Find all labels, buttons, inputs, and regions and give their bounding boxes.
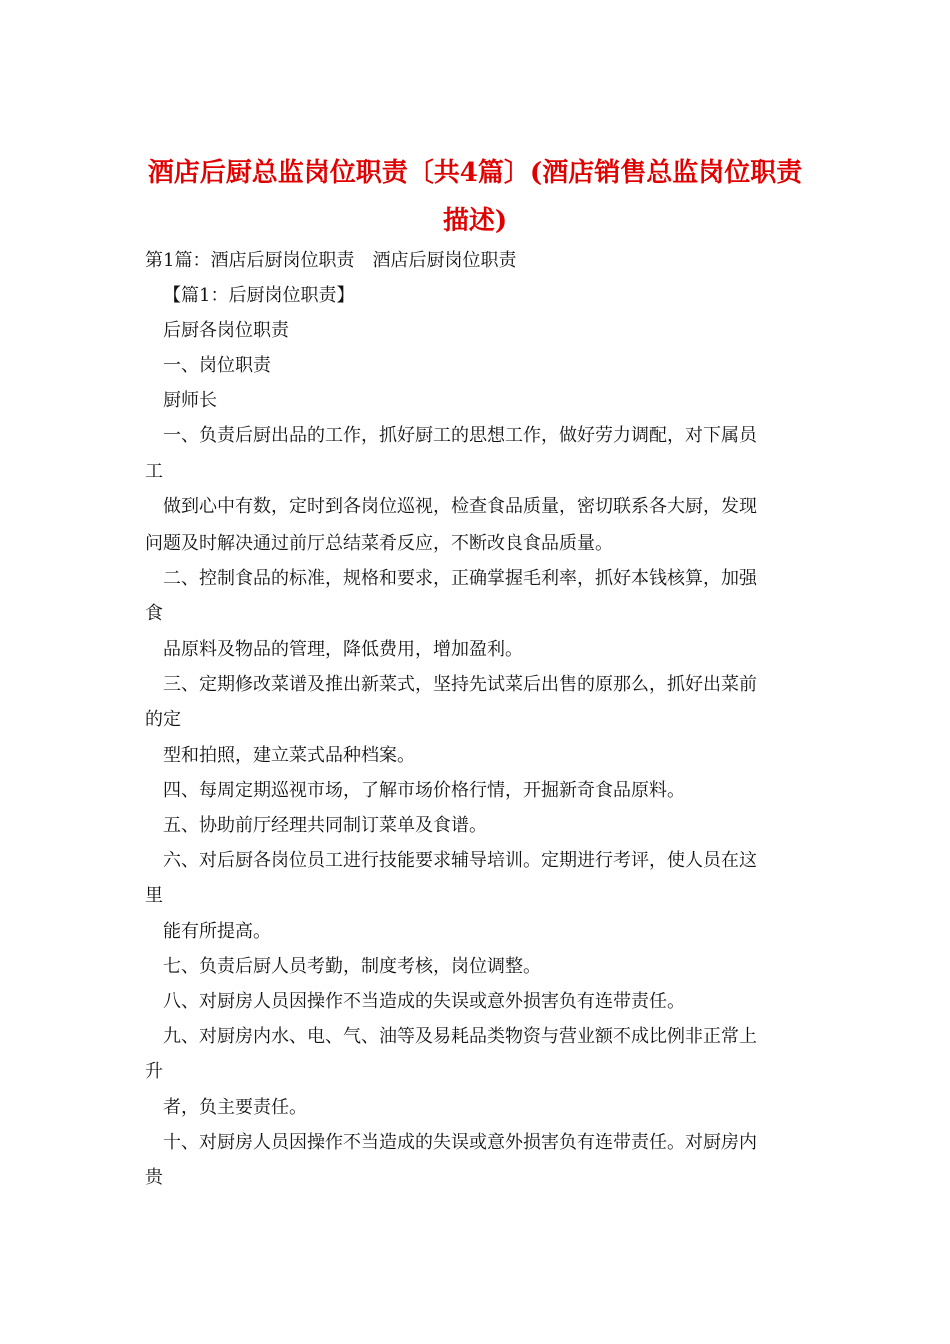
paragraph-line: 一、岗位职责 — [163, 355, 271, 376]
paragraph-line: 升 — [145, 1061, 163, 1082]
paragraph-line: 能有所提高。 — [163, 921, 271, 942]
paragraph-line: 者，负主要责任。 — [163, 1097, 307, 1118]
paragraph-line: 七、负责后厨人员考勤，制度考核，岗位调整。 — [163, 956, 541, 977]
paragraph-line: 后厨各岗位职责 — [163, 320, 289, 341]
paragraph-line: 三、定期修改菜谱及推出新菜式，坚持先试菜后出售的原那么，抓好出菜前 — [163, 674, 757, 695]
section-heading: 第1篇：酒店后厨岗位职责 酒店后厨岗位职责 — [145, 250, 517, 271]
document-title-line-2: 描述) — [442, 206, 508, 236]
paragraph-line: 二、控制食品的标准，规格和要求，正确掌握毛利率，抓好本钱核算，加强 — [163, 568, 757, 589]
paragraph-line: 的定 — [145, 709, 181, 730]
paragraph-line: 四、每周定期巡视市场，了解市场价格行情，开掘新奇食品原料。 — [163, 780, 685, 801]
paragraph-line: 十、对厨房人员因操作不当造成的失误或意外损害负有连带责任。对厨房内 — [163, 1132, 757, 1153]
paragraph-line: 贵 — [145, 1167, 163, 1188]
subsection-heading: 【篇1：后厨岗位职责】 — [163, 285, 355, 306]
paragraph-line: 厨师长 — [163, 390, 217, 411]
paragraph-line: 做到心中有数，定时到各岗位巡视，检查食品质量，密切联系各大厨，发现 — [163, 496, 757, 517]
paragraph-line: 食 — [145, 603, 163, 624]
paragraph-line: 工 — [145, 461, 163, 482]
paragraph-line: 八、对厨房人员因操作不当造成的失误或意外损害负有连带责任。 — [163, 991, 685, 1012]
paragraph-line: 型和拍照，建立菜式品种档案。 — [163, 745, 415, 766]
document-title-line-1: 酒店后厨总监岗位职责〔共4篇〕(酒店销售总监岗位职责 — [147, 158, 803, 188]
paragraph-line: 品原料及物品的管理，降低费用，增加盈利。 — [163, 639, 523, 660]
paragraph-line: 一、负责后厨出品的工作，抓好厨工的思想工作，做好劳力调配，对下属员 — [163, 425, 757, 446]
paragraph-line: 九、对厨房内水、电、气、油等及易耗品类物资与营业额不成比例非正常上 — [163, 1026, 757, 1047]
paragraph-line: 问题及时解决通过前厅总结菜肴反应，不断改良食品质量。 — [145, 533, 613, 554]
paragraph-line: 六、对后厨各岗位员工进行技能要求辅导培训。定期进行考评，使人员在这 — [163, 850, 757, 871]
paragraph-line: 五、协助前厅经理共同制订菜单及食谱。 — [163, 815, 487, 836]
paragraph-line: 里 — [145, 885, 163, 906]
